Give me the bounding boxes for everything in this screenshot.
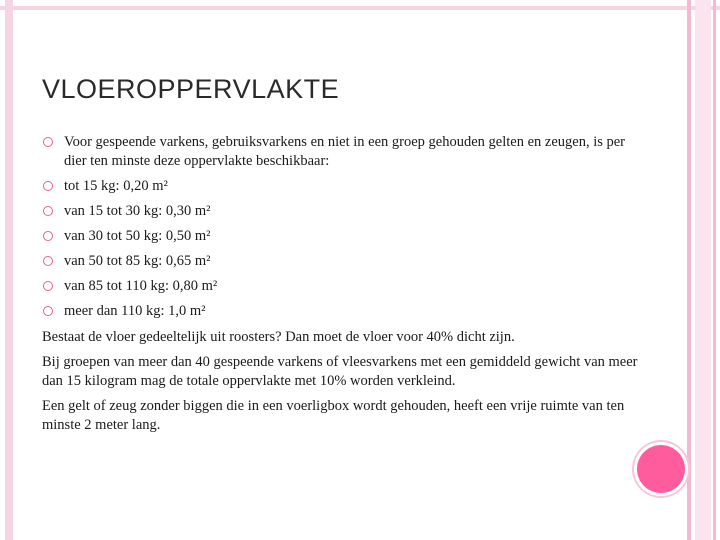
frame-left-stripe [5,0,13,540]
bullet-item [42,227,632,246]
bullet-circle-icon [43,181,53,191]
bullet-item [42,277,632,296]
frame-right-stripe [687,0,691,540]
paragraph: Een gelt of zeug zonder biggen die in een voerligbox wordt gehouden, heeft een vrije ruimte van ten minste 2 meter lang. [42,398,625,433]
bullet-item [42,177,632,196]
bullet-text: tot 15 kg: 0,20 m² [64,178,168,194]
bullet-item [42,302,632,321]
bullet-item [42,202,632,221]
bullet-text: Voor gespeende varkens, gebruiksvarkens en niet in een groep gehouden gelten en zeugen, is per dier ten minste deze oppervlakte beschikbaar: [64,134,626,169]
paragraph: Bestaat de vloer gedeeltelijk uit roosters? Dan moet de vloer voor 40% dicht zijn. [42,329,515,345]
decorative-pink-circle [637,445,685,493]
bullet-item [42,252,632,271]
frame-right-stripe-outer [713,0,716,540]
slide-title: VLOEROPPERVLAKTE [42,74,340,104]
bullet-circle-icon [43,137,53,147]
frame-right-band [695,0,711,540]
bullet-circle-icon [43,281,53,291]
bullet-text: van 50 tot 85 kg: 0,65 m² [64,253,211,269]
bullet-circle-icon [43,306,53,316]
bullet-text: van 15 tot 30 kg: 0,30 m² [64,203,211,219]
bullet-circle-icon [43,231,53,241]
bullet-circle-icon [43,206,53,216]
bullet-list [42,133,632,327]
bullet-text: van 85 tot 110 kg: 0,80 m² [64,278,218,294]
bullet-text: van 30 tot 50 kg: 0,50 m² [64,228,211,244]
bullet-item [42,133,632,171]
bullet-circle-icon [43,256,53,266]
bullet-text: meer dan 110 kg: 1,0 m² [64,303,206,319]
paragraph: Bij groepen van meer dan 40 gespeende varkens of vleesvarkens met een gemiddeld gewicht van meer dan 15 kilogram mag de totale oppervlakte met 10% worden verkleind. [42,354,638,389]
body-paragraphs [42,328,642,441]
frame-top-stripe [0,6,720,10]
